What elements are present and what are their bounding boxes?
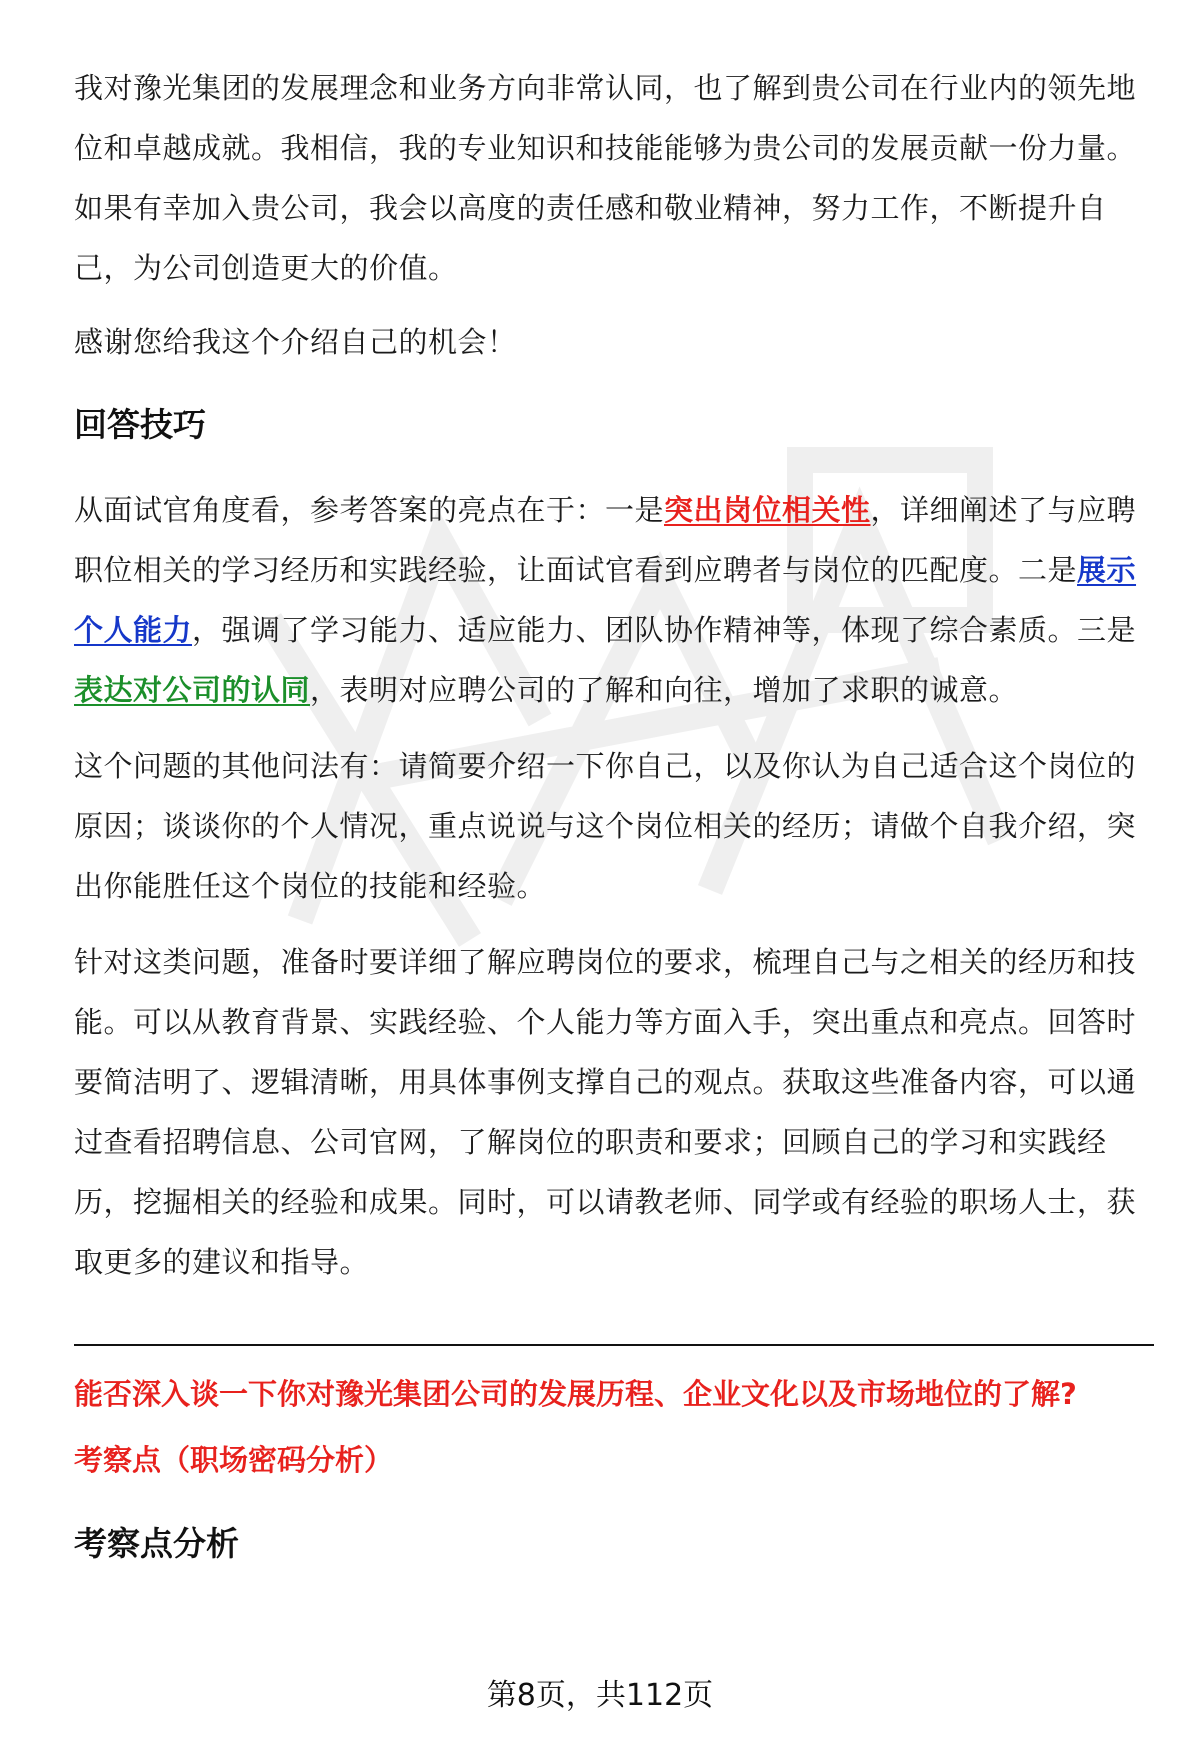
highlight-company-recognition: 表达对公司的认同 bbox=[74, 673, 311, 707]
test-point-label: 考察点（职场密码分析） bbox=[74, 1443, 394, 1477]
tips-paragraph-highlights bbox=[74, 480, 1148, 720]
tips-text-4: ，表明对应聘公司的了解和向往，增加了求职的诚意。 bbox=[310, 673, 1019, 707]
section-divider bbox=[74, 1344, 1154, 1346]
tips-text-1: 从面试官角度看，参考答案的亮点在于：一是 bbox=[74, 493, 665, 527]
tips-text-2: ，详细阐述了与应聘职位相关的学习经历和实践经验，让面试官看到应聘者与岗位的匹配度。二是 bbox=[74, 493, 1137, 587]
document-content bbox=[74, 58, 1148, 1570]
highlight-job-relevance: 突出岗位相关性 bbox=[664, 493, 871, 527]
analysis-heading: 考察点分析 bbox=[74, 1524, 239, 1563]
tips-paragraph-alternatives: 这个问题的其他问法有：请简要介绍一下你自己，以及你认为自己适合这个岗位的原因；谈谈你的个人情况，重点说说与这个岗位相关的经历；请做个自我介绍，突出你能胜任这个岗位的技能和经验。 bbox=[74, 749, 1137, 903]
tips-paragraph-preparation: 针对这类问题，准备时要详细了解应聘岗位的要求，梳理自己与之相关的经历和技能。可以从教育背景、实践经验、个人能力等方面入手，突出重点和亮点。回答时要简洁明了、逻辑清晰，用具体事例支撑自己的观点。获取这些准备内容，可以通过查看招聘信息、公司官网，了解岗位的职责和要求；回顾自己的学习和实践经历，挖掘相关的经验和成果。同时，可以请教老师、同学或有经验的职场人士，获取更多的建议和指导。 bbox=[74, 945, 1137, 1279]
highlight-personal-ability: 展示个人能力 bbox=[74, 553, 1137, 647]
section-heading-tips: 回答技巧 bbox=[74, 405, 206, 444]
page-number: 第8页，共112页 bbox=[486, 1678, 714, 1713]
tips-text-3: ，强调了学习能力、适应能力、团队协作精神等，体现了综合素质。三是 bbox=[192, 613, 1137, 647]
thanks-paragraph: 感谢您给我这个介绍自己的机会！ bbox=[74, 325, 517, 359]
next-question-title: 能否深入谈一下你对豫光集团公司的发展历程、企业文化以及市场地位的了解? bbox=[74, 1377, 1077, 1411]
intro-paragraph: 我对豫光集团的发展理念和业务方向非常认同，也了解到贵公司在行业内的领先地位和卓越成就。我相信，我的专业知识和技能能够为贵公司的发展贡献一份力量。如果有幸加入贵公司，我会以高度的责任感和敬业精神，努力工作，不断提升自己，为公司创造更大的价值。 bbox=[74, 71, 1137, 285]
